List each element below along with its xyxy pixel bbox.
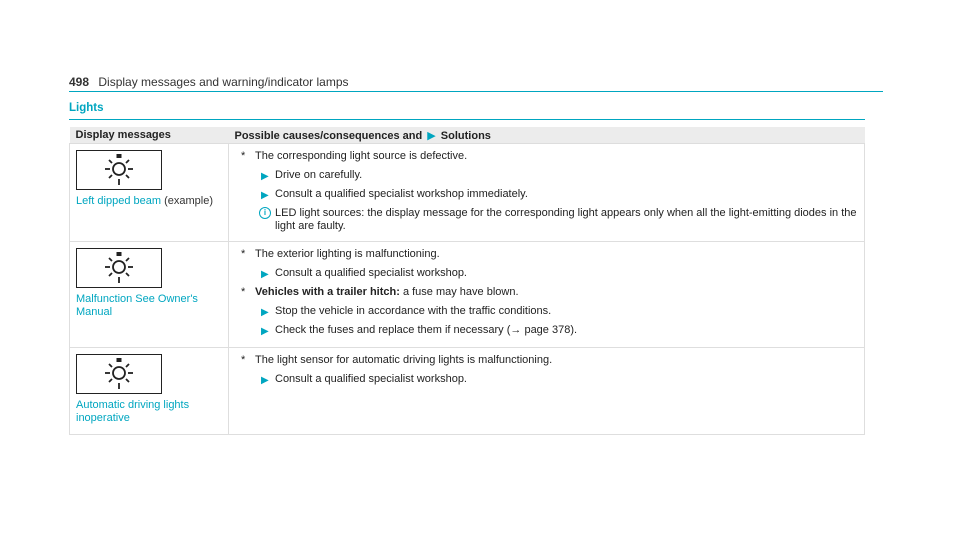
page-header — [69, 75, 349, 89]
causes-solutions-cell — [229, 144, 865, 242]
header-divider — [69, 91, 883, 92]
step-arrow-icon: ▶ — [261, 190, 269, 201]
causes-solutions-cell — [229, 242, 865, 348]
info-note: i LED light sources: the display message for the corresponding light appears only when all the light-emitting diodes in the light are faulty. — [235, 207, 858, 233]
table-row — [70, 242, 865, 348]
solution-step: ▶ Consult a qualified specialist workshop. — [261, 267, 467, 280]
table-row — [70, 144, 865, 242]
info-icon: i — [259, 207, 271, 219]
display-message-text: Malfunction See Owner's Manual — [76, 293, 198, 318]
page-number: 498 — [69, 75, 90, 89]
cause-item: * The exterior lighting is malfunctioning. — [241, 248, 440, 260]
column-header-display-messages: Display messages — [70, 127, 229, 144]
solution-arrow-icon: ▶ — [427, 129, 436, 142]
solution-step: ▶ Check the fuses and replace them if necessary (→ page 378). — [261, 324, 578, 337]
display-message-cell — [70, 242, 229, 348]
display-message-cell — [70, 348, 229, 435]
section-title: Lights — [69, 102, 104, 114]
step-arrow-icon: ▶ — [261, 171, 269, 182]
step-arrow-icon: ▶ — [261, 269, 269, 280]
solution-step: ▶ Drive on carefully. — [261, 169, 363, 182]
column-header-causes-text: Possible causes/consequences and — [234, 129, 423, 142]
column-header-causes-solutions — [229, 127, 865, 144]
section-divider — [69, 119, 865, 120]
step-arrow-icon: ▶ — [261, 326, 269, 337]
light-bulb-warning-icon — [76, 150, 162, 190]
table-row — [70, 348, 865, 435]
display-messages-table — [69, 127, 865, 435]
chapter-title: Display messages and warning/indicator lamps — [98, 75, 349, 89]
cause-item: * Vehicles with a trailer hitch: a fuse may have blown. — [241, 286, 519, 298]
solution-step: ▶ Stop the vehicle in accordance with the traffic conditions. — [261, 305, 552, 318]
display-message-text: Left dipped beam (example) — [76, 195, 213, 207]
causes-solutions-cell — [229, 348, 865, 435]
table-header-row — [70, 127, 865, 144]
cause-item: * The corresponding light source is defective. — [241, 150, 468, 162]
solution-step: ▶ Consult a qualified specialist workshop. — [261, 373, 467, 386]
display-message-cell — [70, 144, 229, 242]
display-message-text: Automatic driving lights inoperative — [76, 399, 190, 424]
column-header-solutions-text: Solutions — [440, 129, 491, 142]
step-arrow-icon: ▶ — [261, 307, 269, 318]
light-bulb-warning-icon — [76, 248, 162, 288]
light-bulb-warning-icon — [76, 354, 162, 394]
solution-step: ▶ Consult a qualified specialist workshop immediately. — [261, 188, 528, 201]
cause-item: * The light sensor for automatic driving lights is malfunctioning. — [241, 354, 553, 366]
step-arrow-icon: ▶ — [261, 375, 269, 386]
